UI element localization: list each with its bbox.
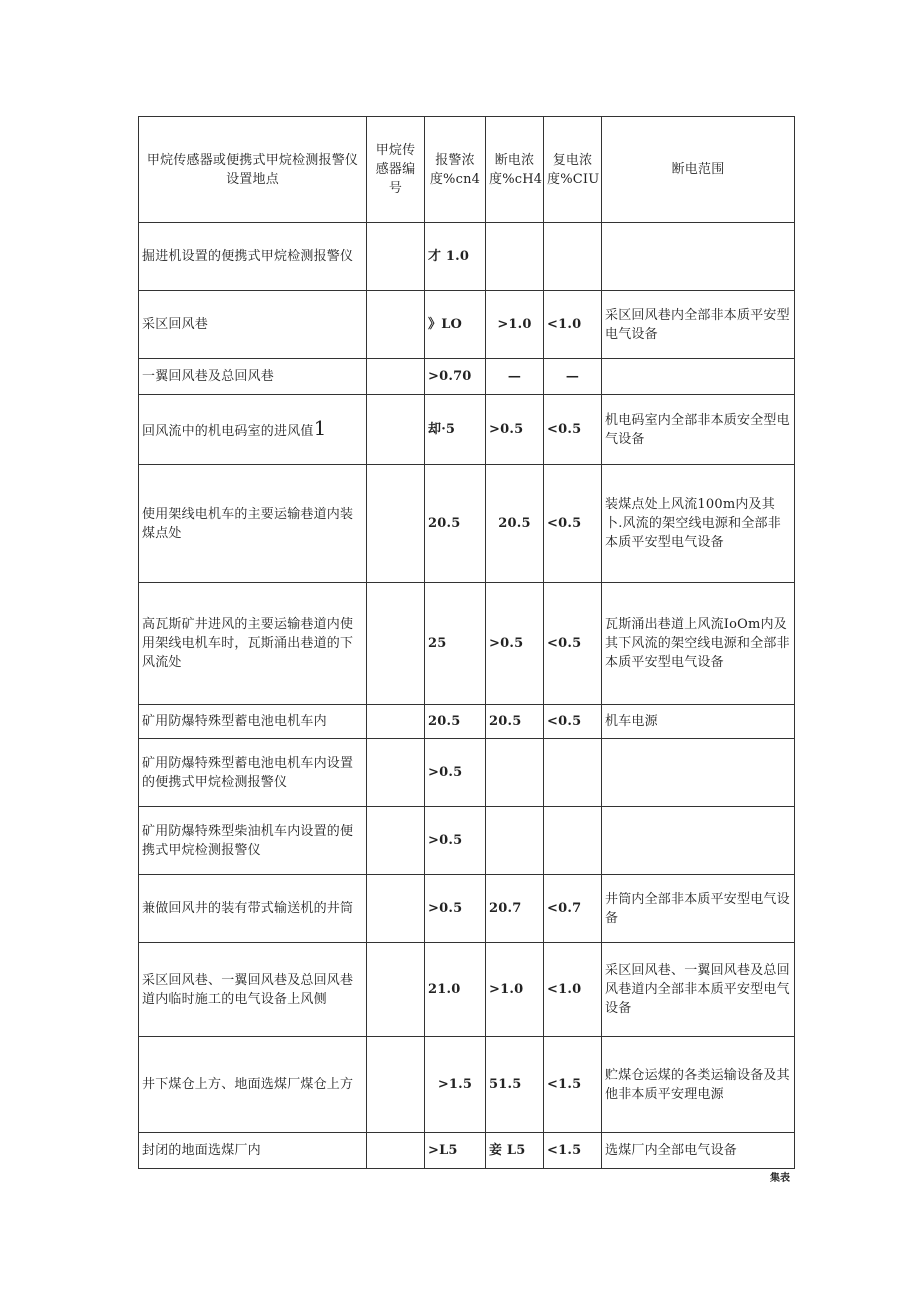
row-sensor-no bbox=[367, 291, 425, 359]
row-sensor-no bbox=[367, 705, 425, 739]
row-restore bbox=[544, 739, 602, 807]
row-alarm: 20.5 bbox=[425, 705, 486, 739]
row-alarm: >0.5 bbox=[425, 739, 486, 807]
footer-note: 集表 bbox=[770, 1173, 790, 1184]
row-alarm: 25 bbox=[425, 583, 486, 705]
table-row bbox=[139, 223, 795, 291]
row-restore: <0.5 bbox=[544, 465, 602, 583]
row-alarm: 却·5 bbox=[425, 395, 486, 465]
row-location: 井下煤仓上方、地面选煤厂煤仓上方 bbox=[139, 1037, 367, 1133]
table-row bbox=[139, 943, 795, 1037]
row-range: 瓦斯涌出巷道上风流IoOm内及其下风流的架空线电源和全部非本质平安型电气设备 bbox=[602, 583, 795, 705]
row-sensor-no bbox=[367, 875, 425, 943]
header-alarm: 报警浓度%cn4 bbox=[425, 117, 486, 223]
row-range bbox=[602, 359, 795, 395]
row-cutoff: >1.0 bbox=[486, 291, 544, 359]
row-sensor-no bbox=[367, 395, 425, 465]
row-range: 井筒内全部非本质平安型电气设备 bbox=[602, 875, 795, 943]
row-location: 矿用防爆特殊型蓄电池电机车内 bbox=[139, 705, 367, 739]
row-cutoff bbox=[486, 739, 544, 807]
row-range: 选煤厂内全部电气设备 bbox=[602, 1133, 795, 1169]
table-row bbox=[139, 291, 795, 359]
header-restore: 复电浓度%CIU bbox=[544, 117, 602, 223]
row-sensor-no bbox=[367, 359, 425, 395]
row-range: 装煤点处上风流100m内及其卜.风流的架空线电源和全部非本质平安型电气设备 bbox=[602, 465, 795, 583]
row-sensor-no bbox=[367, 807, 425, 875]
row-sensor-no bbox=[367, 223, 425, 291]
row-location: 使用架线电机车的主要运输巷道内装煤点处 bbox=[139, 465, 367, 583]
row-restore: <0.5 bbox=[544, 705, 602, 739]
row-restore: <0.5 bbox=[544, 583, 602, 705]
row-restore: <1.5 bbox=[544, 1037, 602, 1133]
table-row bbox=[139, 583, 795, 705]
row-location: 采区回风巷、一翼回风巷及总回风巷道内临时施工的电气设备上风侧 bbox=[139, 943, 367, 1037]
row-range: 机电码室内全部非本质安全型电气设备 bbox=[602, 395, 795, 465]
row-alarm: >0.5 bbox=[425, 875, 486, 943]
row-range: 机车电源 bbox=[602, 705, 795, 739]
header-location: 甲烷传感器或便携式甲烷检测报警仪设置地点 bbox=[139, 117, 367, 223]
methane-sensor-table bbox=[138, 116, 795, 1169]
row-cutoff: >0.5 bbox=[486, 395, 544, 465]
row-cutoff: 51.5 bbox=[486, 1037, 544, 1133]
row-restore bbox=[544, 807, 602, 875]
row-location: 高瓦斯矿井进风的主要运输巷道内使用架线电机车时，瓦斯涌出巷道的下风流处 bbox=[139, 583, 367, 705]
row-alarm: >1.5 bbox=[425, 1037, 486, 1133]
row-cutoff bbox=[486, 223, 544, 291]
row-location: 兼做回风井的装有带式输送机的井筒 bbox=[139, 875, 367, 943]
row-cutoff: 20.7 bbox=[486, 875, 544, 943]
row-location: 一翼回风巷及总回风巷 bbox=[139, 359, 367, 395]
row-sensor-no bbox=[367, 1037, 425, 1133]
row-range bbox=[602, 223, 795, 291]
row-location: 封闭的地面选煤厂内 bbox=[139, 1133, 367, 1169]
row-alarm: >0.5 bbox=[425, 807, 486, 875]
header-sensor-no: 甲烷传感器编号 bbox=[367, 117, 425, 223]
row-restore bbox=[544, 223, 602, 291]
row-cutoff: >1.0 bbox=[486, 943, 544, 1037]
row-cutoff bbox=[486, 807, 544, 875]
row-alarm: 21.0 bbox=[425, 943, 486, 1037]
row-restore: <1.0 bbox=[544, 943, 602, 1037]
row-range: 采区回风巷内全部非本质平安型电气设备 bbox=[602, 291, 795, 359]
table-header-row bbox=[139, 117, 795, 223]
row-restore: <1.0 bbox=[544, 291, 602, 359]
row-restore: <0.5 bbox=[544, 395, 602, 465]
row-location-cell bbox=[139, 395, 367, 465]
row-sensor-no bbox=[367, 465, 425, 583]
row-sensor-no bbox=[367, 739, 425, 807]
row-location-mark: 1 bbox=[313, 415, 327, 440]
row-location: 回风流中的机电码室的进风值 bbox=[142, 423, 314, 439]
table-row bbox=[139, 705, 795, 739]
table-row bbox=[139, 465, 795, 583]
row-restore: — bbox=[544, 359, 602, 395]
table-row bbox=[139, 807, 795, 875]
row-alarm: 》LO bbox=[425, 291, 486, 359]
row-alarm: >L5 bbox=[425, 1133, 486, 1169]
table-row bbox=[139, 875, 795, 943]
header-cutoff: 断电浓度%cH4 bbox=[486, 117, 544, 223]
row-cutoff: 妾 L5 bbox=[486, 1133, 544, 1169]
table-row bbox=[139, 1037, 795, 1133]
row-sensor-no bbox=[367, 1133, 425, 1169]
row-cutoff: — bbox=[486, 359, 544, 395]
row-location: 采区回风巷 bbox=[139, 291, 367, 359]
table-row bbox=[139, 1133, 795, 1169]
row-range: 贮煤仓运煤的各类运输设备及其他非本质平安理电源 bbox=[602, 1037, 795, 1133]
row-alarm: 20.5 bbox=[425, 465, 486, 583]
row-location: 掘进机设置的便携式甲烷检测报警仪 bbox=[139, 223, 367, 291]
row-sensor-no bbox=[367, 943, 425, 1037]
row-alarm: >0.70 bbox=[425, 359, 486, 395]
table-row bbox=[139, 359, 795, 395]
row-range bbox=[602, 807, 795, 875]
row-restore: <1.5 bbox=[544, 1133, 602, 1169]
row-range: 采区回风巷、一翼回风巷及总回风巷道内全部非本质平安型电气设备 bbox=[602, 943, 795, 1037]
row-restore: <0.7 bbox=[544, 875, 602, 943]
row-location: 矿用防爆特殊型柴油机车内设置的便携式甲烷检测报警仪 bbox=[139, 807, 367, 875]
header-range: 断电范围 bbox=[602, 117, 795, 223]
table-row bbox=[139, 739, 795, 807]
row-location: 矿用防爆特殊型蓄电池电机车内设置的便携式甲烷检测报警仪 bbox=[139, 739, 367, 807]
row-cutoff: 20.5 bbox=[486, 705, 544, 739]
row-sensor-no bbox=[367, 583, 425, 705]
row-range bbox=[602, 739, 795, 807]
table-row bbox=[139, 395, 795, 465]
row-cutoff: 20.5 bbox=[486, 465, 544, 583]
row-alarm: 才 1.0 bbox=[425, 223, 486, 291]
row-cutoff: >0.5 bbox=[486, 583, 544, 705]
